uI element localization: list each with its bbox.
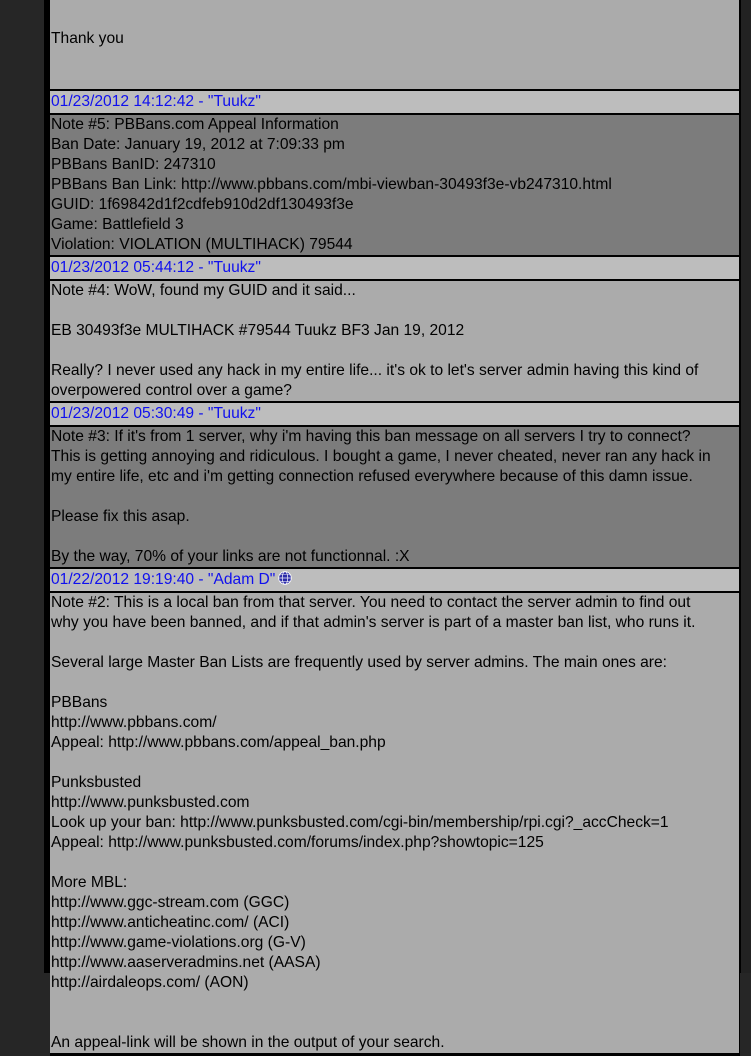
note-line: http://www.ggc-stream.com (GGC)	[51, 894, 290, 911]
note-line: overpowered control over a game?	[51, 382, 292, 399]
note-line: Note #3: If it's from 1 server, why i'm having this ban message on all servers I try to connect?	[51, 428, 691, 445]
note-header	[50, 569, 739, 593]
note-body	[50, 427, 739, 569]
notes-thread	[50, 0, 740, 1056]
globe-icon	[278, 571, 292, 585]
note-line: Look up your ban: http://www.punksbusted.com/cgi-bin/membership/rpi.cgi?_accCheck=1	[51, 814, 669, 831]
note-line: http://www.game-violations.org (G-V)	[51, 934, 306, 951]
note-author-timestamp: 01/23/2012 14:12:42 - "Tuukz"	[51, 93, 261, 110]
note-line	[51, 633, 733, 653]
previous-note-fragment	[50, 0, 739, 91]
note-line: Note #4: WoW, found my GUID and it said...	[51, 282, 356, 299]
note-author-timestamp: 01/22/2012 19:19:40 - "Adam D"	[51, 571, 276, 588]
note-body	[50, 115, 739, 257]
note-line: Note #2: This is a local ban from that server. You need to contact the server admin to find out	[51, 594, 691, 611]
note-line: http://www.anticheatinc.com/ (ACI)	[51, 914, 290, 931]
note-line: Really? I never used any hack in my entire life... it's ok to let's server admin having this kind of	[51, 362, 699, 379]
note-line	[51, 487, 733, 507]
note-header	[50, 403, 739, 427]
note-line: More MBL:	[51, 874, 128, 891]
note-line	[51, 993, 733, 1013]
note-line: Thank you	[51, 30, 124, 47]
note-line: GUID: 1f69842d1f2cdfeb910d2df130493f3e	[51, 196, 354, 213]
note-line	[51, 301, 733, 321]
note-line	[51, 673, 733, 693]
note-line: http://airdaleops.com/ (AON)	[51, 974, 249, 991]
note-line	[51, 1013, 733, 1033]
note-line: Appeal: http://www.punksbusted.com/forums/index.php?showtopic=125	[51, 834, 544, 851]
note-line: Several large Master Ban Lists are frequently used by server admins. The main ones are:	[51, 654, 667, 671]
note-line: Please fix this asap.	[51, 508, 190, 525]
note-line: PBBans	[51, 694, 108, 711]
note-author-timestamp: 01/23/2012 05:30:49 - "Tuukz"	[51, 405, 261, 422]
note-line: By the way, 70% of your links are not functionnal. :X	[51, 548, 410, 565]
note-header	[50, 257, 739, 281]
right-border	[739, 0, 741, 973]
note-line: my entire life, etc and i'm getting connection refused everywhere because of this damn issue.	[51, 468, 693, 485]
note-line	[51, 527, 733, 547]
note-line: http://www.punksbusted.com	[51, 794, 250, 811]
note-line: Violation: VIOLATION (MULTIHACK) 79544	[51, 236, 353, 253]
note-line: Note #5: PBBans.com Appeal Information	[51, 116, 339, 133]
note-line: http://www.pbbans.com/	[51, 714, 217, 731]
note-line: PBBans Ban Link: http://www.pbbans.com/mbi-viewban-30493f3e-vb247310.html	[51, 176, 612, 193]
note-line: Game: Battlefield 3	[51, 216, 184, 233]
note-line: Appeal: http://www.pbbans.com/appeal_ban.php	[51, 734, 386, 751]
note-header	[50, 91, 739, 115]
note-line: Ban Date: January 19, 2012 at 7:09:33 pm	[51, 136, 345, 153]
note-line: http://www.aaserveradmins.net (AASA)	[51, 954, 321, 971]
note-line	[51, 341, 733, 361]
note-body	[50, 281, 739, 403]
note-line	[51, 753, 733, 773]
note-author-timestamp: 01/23/2012 05:44:12 - "Tuukz"	[51, 259, 261, 276]
note-line: An appeal-link will be shown in the output of your search.	[51, 1034, 445, 1051]
note-line: This is getting annoying and ridiculous. I bought a game, I never cheated, never ran any hack in	[51, 448, 711, 465]
note-line: PBBans BanID: 247310	[51, 156, 216, 173]
note-body	[50, 593, 739, 1055]
note-line: EB 30493f3e MULTIHACK #79544 Tuukz BF3 Jan 19, 2012	[51, 322, 465, 339]
note-line: why you have been banned, and if that admin's server is part of a master ban list, who runs it.	[51, 614, 696, 631]
note-line	[51, 853, 733, 873]
note-line: Punksbusted	[51, 774, 142, 791]
